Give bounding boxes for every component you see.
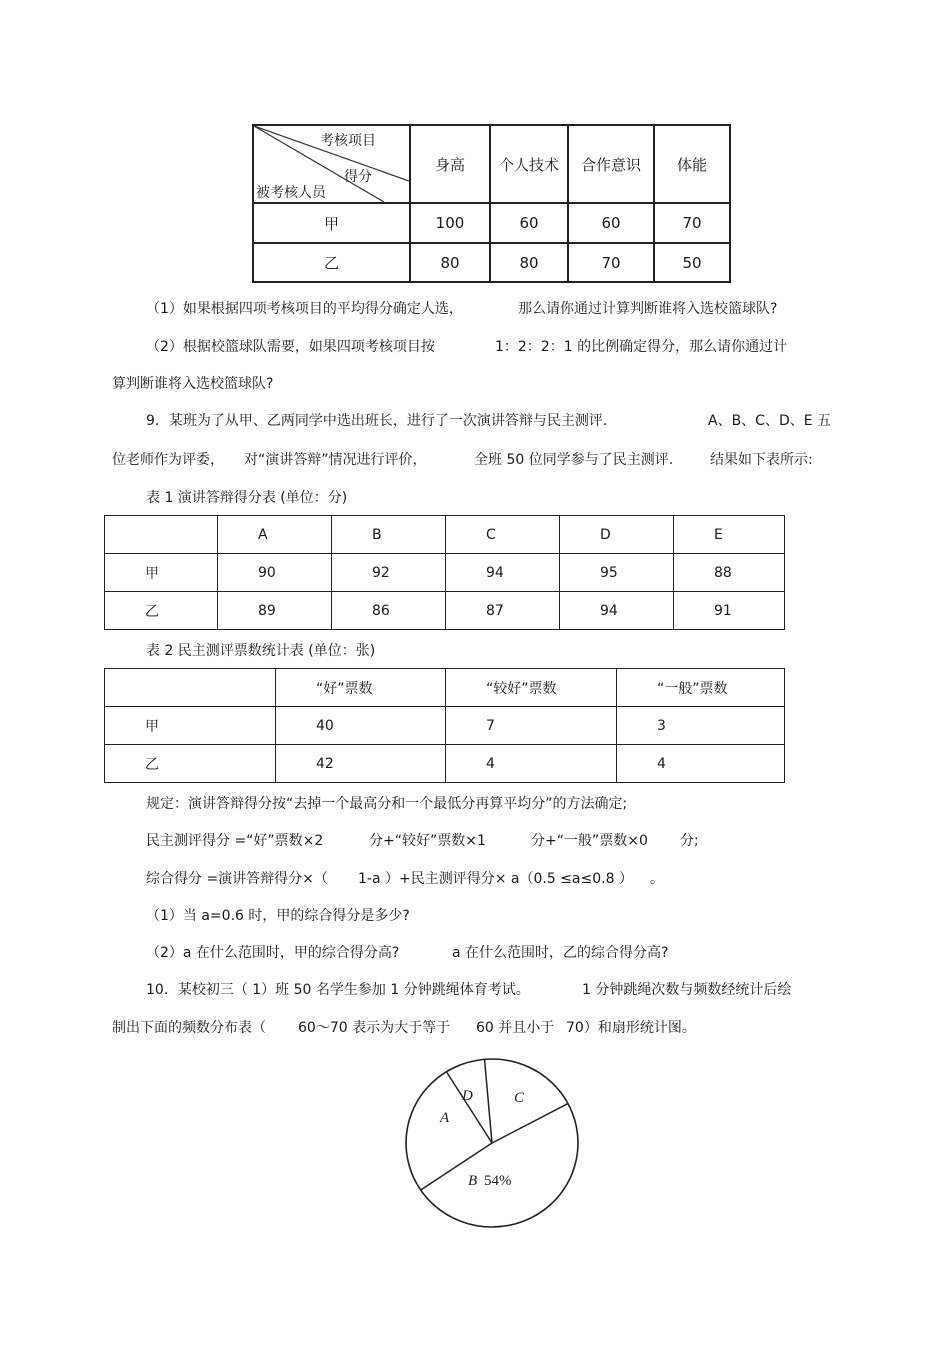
q9-line2-b: 对“演讲答辩”情况进行评价， (244, 452, 427, 468)
t2-cell: 7 (446, 707, 617, 745)
q9-line1-b: A、B、C、D、E 五 (708, 413, 832, 429)
table2-caption: 表 2 民主测评票数统计表 (单位：张) (146, 643, 376, 659)
t1-header: A (218, 516, 332, 554)
t1-cell: 90 (218, 554, 332, 592)
cell: 60 (490, 203, 568, 243)
q9-line1-a: 9．某班为了从甲、乙两同学中选出班长，进行了一次演讲答辩与民主测评. (146, 413, 608, 429)
q10-line1-b: 1 分钟跳绳次数与频数经统计后绘 (582, 982, 792, 998)
cell: 80 (410, 243, 490, 282)
t1-cell: 92 (332, 554, 446, 592)
cell: 70 (568, 243, 654, 282)
q9-line2-c: 全班 50 位同学参与了民主测评. (474, 452, 674, 468)
t2-row-name: 乙 (105, 745, 276, 783)
t1-header: E (674, 516, 785, 554)
t1-cell: 91 (674, 592, 785, 630)
assessment-table (252, 124, 731, 283)
pie-value-b: 54% (484, 1173, 512, 1189)
pie-slice-boundary-a-b (421, 1143, 492, 1190)
q8-p1-a: （1）如果根据四项考核项目的平均得分确定人选， (146, 301, 463, 317)
t1-header: D (560, 516, 674, 554)
pie-slice-boundary-c-b (492, 1104, 568, 1143)
t2-cell: 3 (617, 707, 785, 745)
q9-line2-a: 位老师作为评委， (112, 452, 224, 468)
pie-label-b: B (468, 1173, 478, 1189)
pie-label-d: D (462, 1088, 473, 1104)
t1-header: B (332, 516, 446, 554)
t2-header: “好”票数 (276, 669, 446, 707)
t1-cell: 86 (332, 592, 446, 630)
rule-2-c: 分+“一般”票数×0 (531, 833, 648, 849)
speech-score-table (104, 515, 785, 630)
t2-cell: 40 (276, 707, 446, 745)
header-height: 身高 (410, 125, 490, 203)
header-skill: 个人技术 (490, 125, 568, 203)
pie-label-c: C (514, 1090, 525, 1106)
t1-cell: 94 (560, 592, 674, 630)
cell: 100 (410, 203, 490, 243)
vote-count-table (104, 668, 785, 783)
q8-p1-b: 那么请你通过计算判断谁将入选校篮球队? (518, 301, 778, 317)
header-stamina: 体能 (654, 125, 730, 203)
t2-cell: 42 (276, 745, 446, 783)
pie-slice-boundary-d-c (485, 1059, 492, 1143)
rule-2-a: 民主测评得分 =“好”票数×2 (146, 833, 324, 849)
t1-cell: 94 (446, 554, 560, 592)
corner-label-middle: 得分 (344, 169, 372, 185)
row-name: 甲 (253, 203, 410, 243)
cell: 60 (568, 203, 654, 243)
q8-p2-b: 1：2：2：1 的比例确定得分，那么请你通过计 (495, 339, 788, 355)
t2-header: “一般”票数 (617, 669, 785, 707)
t1-cell: 87 (446, 592, 560, 630)
header-teamwork: 合作意识 (568, 125, 654, 203)
q8-p2-a: （2）根据校篮球队需要，如果四项考核项目按 (146, 339, 435, 355)
q10-line2-b: 60～70 表示为大于等于 (298, 1020, 451, 1036)
rule-1: 规定：演讲答辩得分按“去掉一个最高分和一个最低分再算平均分”的方法确定; (146, 796, 628, 812)
t1-cell: 95 (560, 554, 674, 592)
pie-chart (400, 1058, 590, 1233)
corner-label-bottom: 被考核人员 (256, 185, 326, 201)
rule-2-d: 分; (680, 833, 699, 849)
rule-2-b: 分+“较好”票数×1 (369, 833, 486, 849)
t1-cell: 88 (674, 554, 785, 592)
t2-row-name: 甲 (105, 707, 276, 745)
pie-label-a: A (440, 1110, 450, 1126)
t1-cell: 89 (218, 592, 332, 630)
q10-line2-d: 70）和扇形统计图。 (566, 1020, 696, 1036)
q10-line2-a: 制出下面的频数分布表（ (112, 1020, 266, 1036)
q9-sub2-b: a 在什么范围时，乙的综合得分高? (452, 945, 669, 961)
row-name: 乙 (253, 243, 410, 282)
rule-3-b: 1-a ）+民主测评得分× a（0.5 ≤a≤0.8 ） (358, 871, 633, 887)
cell: 70 (654, 203, 730, 243)
cell: 80 (490, 243, 568, 282)
t1-header: C (446, 516, 560, 554)
q10-line1-a: 10．某校初三（ 1）班 50 名学生参加 1 分钟跳绳体育考试。 (146, 982, 530, 998)
q9-sub1: （1）当 a=0.6 时，甲的综合得分是多少? (146, 908, 410, 924)
t1-corner (105, 516, 218, 554)
q8-p2-c: 算判断谁将入选校篮球队? (112, 376, 274, 392)
cell: 50 (654, 243, 730, 282)
table1-caption: 表 1 演讲答辩得分表 (单位：分) (146, 490, 348, 506)
t1-row-name: 甲 (105, 554, 218, 592)
pie-slice-boundary-a-d (446, 1072, 492, 1143)
t2-corner (105, 669, 276, 707)
q9-sub2-a: （2）a 在什么范围时，甲的综合得分高? (146, 945, 400, 961)
q10-line2-c: 60 并且小于 (476, 1020, 555, 1036)
t2-header: “较好”票数 (446, 669, 617, 707)
rule-3-a: 综合得分 =演讲答辩得分×（ (146, 871, 328, 887)
rule-3-c: 。 (650, 871, 664, 887)
diagonal-header-cell (253, 125, 410, 203)
corner-label-top: 考核项目 (320, 133, 376, 149)
t1-row-name: 乙 (105, 592, 218, 630)
q9-line2-d: 结果如下表所示: (710, 452, 813, 468)
t2-cell: 4 (617, 745, 785, 783)
t2-cell: 4 (446, 745, 617, 783)
